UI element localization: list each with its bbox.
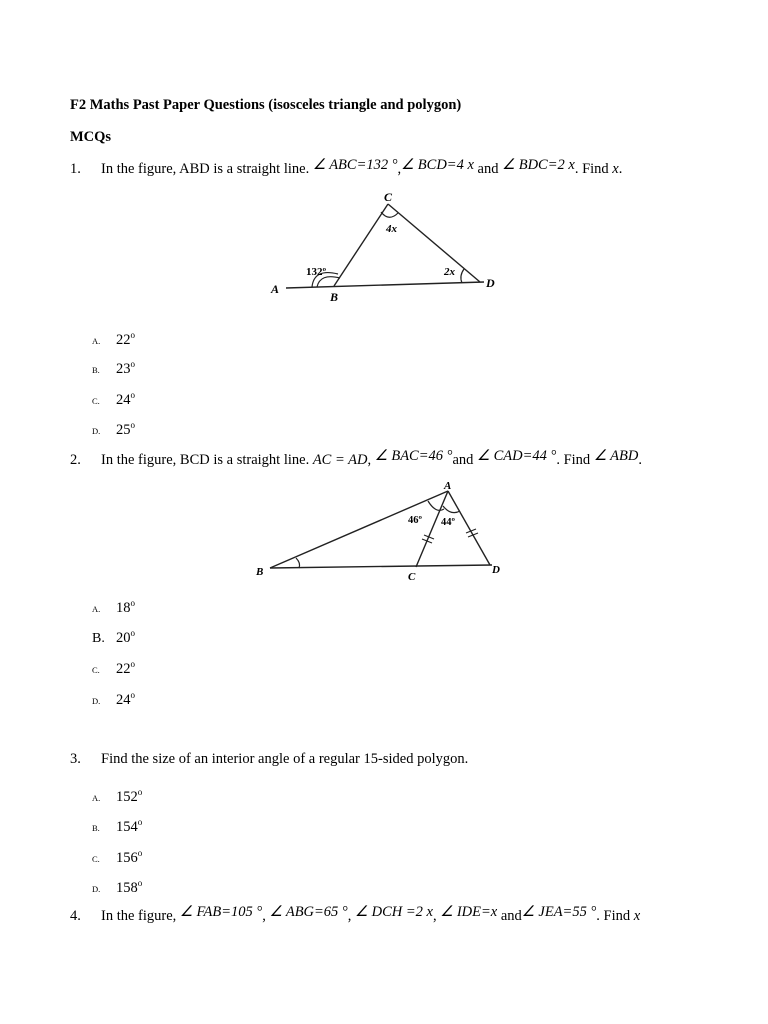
q1-option-b-value: 23 bbox=[116, 361, 131, 377]
q2-option-c-letter: C. bbox=[92, 665, 100, 675]
q4-math-jea: ∠ JEA=55 ° bbox=[521, 904, 597, 920]
q2-option-c[interactable] bbox=[92, 660, 135, 678]
q2-sep-2: and bbox=[452, 452, 477, 468]
q4-math-dch: ∠ DCH =2 x bbox=[354, 904, 433, 920]
q4-sep-1: , bbox=[262, 908, 270, 924]
q2-label-d: D bbox=[492, 564, 500, 576]
q1-option-b[interactable] bbox=[92, 360, 135, 378]
q4-text-2: . Find bbox=[596, 908, 634, 924]
q1-label-angle-b: 132º bbox=[306, 266, 327, 278]
q2-option-d-value: 24 bbox=[116, 692, 131, 708]
q1-label-b: B bbox=[330, 290, 339, 304]
q4-math-ide: ∠ IDE=x bbox=[440, 904, 498, 920]
question-3-text: Find the size of an interior angle of a regular 15-sided polygon. bbox=[101, 751, 469, 767]
q2-text-2: . Find bbox=[556, 452, 594, 468]
q2-label-angle-cad: 44º bbox=[441, 517, 455, 528]
q1-option-a[interactable] bbox=[92, 331, 135, 349]
q2-option-d-unit: o bbox=[130, 690, 135, 700]
q1-text-3: . bbox=[618, 161, 623, 177]
q1-label-c: C bbox=[384, 190, 393, 204]
page-title: F2 Maths Past Paper Questions (isosceles triangle and polygon) bbox=[70, 97, 462, 113]
q1-option-b-unit: o bbox=[130, 359, 135, 369]
q1-line-bc bbox=[334, 204, 388, 286]
question-4-text bbox=[101, 904, 641, 925]
q3-option-c-unit: o bbox=[137, 848, 143, 858]
question-2-text bbox=[101, 448, 642, 469]
q4-sep-4: and bbox=[497, 908, 522, 924]
section-heading: MCQs bbox=[70, 129, 112, 145]
q1-option-a-value: 22 bbox=[116, 332, 131, 348]
q1-label-angle-c: 4x bbox=[386, 223, 397, 235]
q2-math-ac-ad: AC = AD bbox=[312, 452, 368, 468]
q1-label-angle-d: 2x bbox=[444, 266, 455, 278]
q2-math-bac: ∠ BAC=46 ° bbox=[374, 448, 453, 464]
q3-option-c[interactable] bbox=[92, 849, 142, 867]
q2-option-b[interactable] bbox=[92, 629, 135, 647]
q1-option-c-unit: o bbox=[130, 390, 135, 400]
q2-option-a[interactable] bbox=[92, 599, 135, 617]
q1-angle-arc-c bbox=[381, 212, 398, 217]
q3-option-a[interactable] bbox=[92, 788, 142, 806]
question-2-figure bbox=[252, 478, 512, 586]
q4-sep-3: , bbox=[432, 908, 441, 924]
q2-option-d-letter: D. bbox=[92, 696, 101, 706]
q2-option-a-letter: A. bbox=[92, 604, 101, 614]
q3-option-a-value: 152 bbox=[116, 789, 138, 805]
q2-option-a-value: 18 bbox=[116, 600, 131, 616]
q2-option-b-letter: B. bbox=[92, 631, 105, 646]
q1-math-abc: ∠ ABC=132 ° bbox=[312, 157, 398, 173]
q3-option-d-letter: D. bbox=[92, 884, 101, 894]
q3-option-c-letter: C. bbox=[92, 854, 100, 864]
q3-option-b-letter: B. bbox=[92, 823, 100, 833]
q1-math-bdc: ∠ BDC=2 x bbox=[502, 157, 575, 173]
question-2-number: 2. bbox=[70, 452, 81, 468]
q2-line-ab bbox=[270, 491, 448, 568]
q1-math-bcd: ∠ BCD=4 x bbox=[401, 157, 474, 173]
q1-option-c-letter: C. bbox=[92, 396, 100, 406]
q2-angle-arc-b bbox=[296, 558, 300, 568]
q1-math-x: x bbox=[612, 161, 619, 177]
q1-option-d-value: 25 bbox=[116, 422, 131, 438]
q1-sep-1: , bbox=[397, 161, 402, 177]
q1-text-1: In the figure, ABD is a straight line. bbox=[101, 161, 313, 177]
q1-option-c-value: 24 bbox=[116, 392, 131, 408]
q1-option-d-letter: D. bbox=[92, 426, 101, 436]
q1-option-a-unit: o bbox=[130, 330, 135, 340]
q3-option-d-value: 158 bbox=[116, 880, 138, 896]
q2-option-c-value: 22 bbox=[116, 661, 131, 677]
q4-math-abg: ∠ ABG=65 ° bbox=[269, 904, 348, 920]
q2-label-b: B bbox=[256, 566, 264, 578]
q2-label-a: A bbox=[444, 480, 452, 492]
q2-line-bcd bbox=[270, 565, 492, 568]
q1-label-a: A bbox=[271, 282, 280, 296]
q4-sep-2: , bbox=[347, 908, 355, 924]
q4-math-x: x bbox=[633, 908, 641, 924]
q2-text-1: In the figure, BCD is a straight line. bbox=[101, 452, 313, 468]
q2-option-c-unit: o bbox=[130, 659, 135, 669]
q1-option-d[interactable] bbox=[92, 421, 135, 439]
q2-line-ad bbox=[448, 491, 490, 565]
question-4-number: 4. bbox=[70, 908, 81, 924]
q1-line-abd bbox=[286, 282, 484, 288]
q3-option-d[interactable] bbox=[92, 879, 142, 897]
q2-option-b-value: 20 bbox=[116, 630, 131, 646]
q3-option-d-unit: o bbox=[137, 878, 143, 888]
q1-label-d: D bbox=[486, 276, 495, 290]
q1-text-2: . Find bbox=[574, 161, 613, 177]
q4-math-fab: ∠ FAB=105 ° bbox=[179, 904, 263, 920]
q2-math-cad: ∠ CAD=44 ° bbox=[477, 448, 557, 464]
q3-option-b-unit: o bbox=[137, 817, 143, 827]
q3-option-a-unit: o bbox=[137, 787, 143, 797]
q1-sep-2: and bbox=[473, 161, 503, 177]
q4-text-1: In the figure, bbox=[101, 908, 180, 924]
q2-math-abd: ∠ ABD bbox=[593, 448, 639, 464]
q1-angle-arc-d bbox=[461, 269, 464, 283]
q3-option-a-letter: A. bbox=[92, 793, 101, 803]
q1-option-d-unit: o bbox=[130, 420, 135, 430]
question-1-figure bbox=[262, 186, 502, 306]
q1-option-c[interactable] bbox=[92, 391, 135, 409]
q2-sep-1: , bbox=[367, 452, 375, 468]
q2-option-a-unit: o bbox=[130, 598, 135, 608]
q3-option-b-value: 154 bbox=[116, 819, 138, 835]
q1-line-cd bbox=[388, 204, 480, 282]
q1-option-b-letter: B. bbox=[92, 365, 100, 375]
question-1-text bbox=[101, 157, 623, 178]
q3-option-c-value: 156 bbox=[116, 850, 138, 866]
q2-text-3: . bbox=[638, 452, 642, 468]
question-3-number: 3. bbox=[70, 751, 81, 767]
q2-label-c: C bbox=[408, 571, 416, 583]
q2-label-angle-bac: 46º bbox=[408, 515, 422, 526]
q2-option-d[interactable] bbox=[92, 691, 135, 709]
q1-option-a-letter: A. bbox=[92, 336, 101, 346]
q3-option-b[interactable] bbox=[92, 818, 142, 836]
question-1-number: 1. bbox=[70, 161, 81, 177]
q2-option-b-unit: o bbox=[130, 628, 135, 638]
